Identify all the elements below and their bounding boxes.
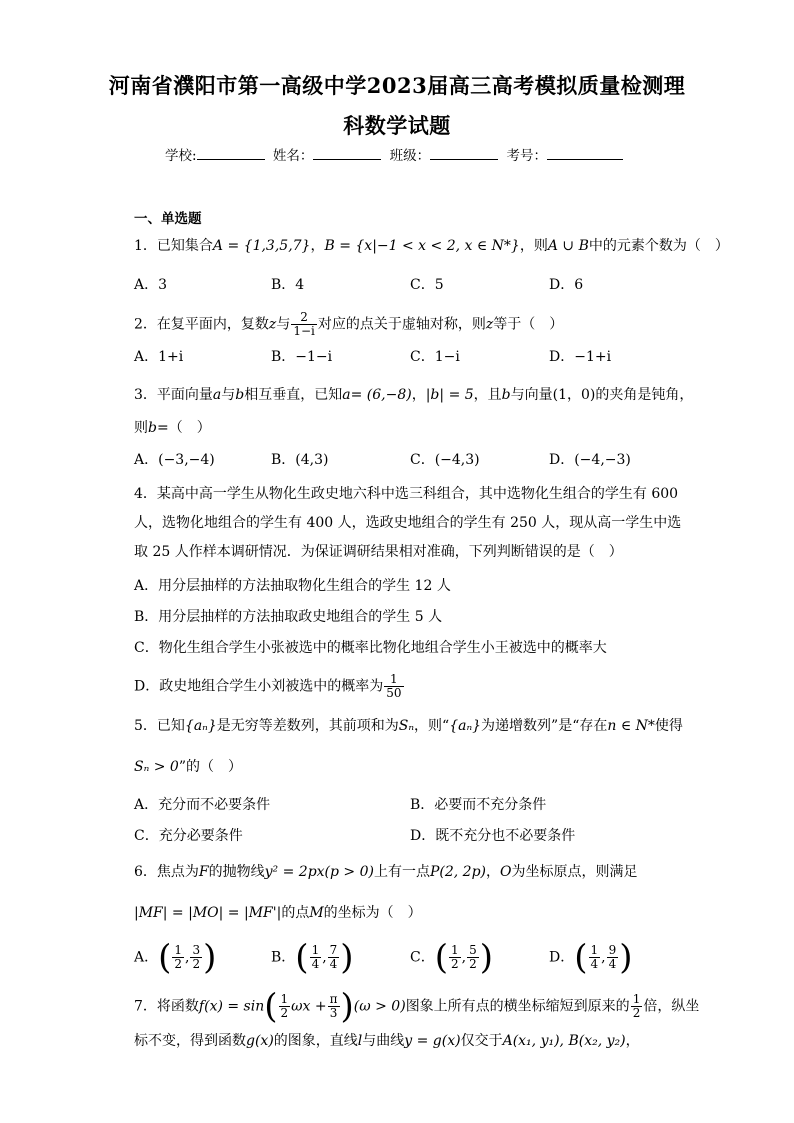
q6-b-n1: 1 — [311, 943, 320, 957]
q2-text3: 对应的点关于虚轴对称，则 — [317, 316, 486, 333]
question-4-line1: 4．某高中高一学生从物化生政史地六科中选三科组合，其中选物化生组合的学生有 600 — [134, 486, 679, 502]
q7-line-l: l — [357, 1033, 363, 1049]
q6-b-label: B． — [271, 949, 296, 966]
q6-origin: O — [500, 864, 512, 880]
q5-line2b: ”的（ ） — [178, 759, 242, 775]
q2-z: z — [268, 316, 277, 333]
question-6 — [134, 862, 638, 882]
q6-option-b[interactable]: B．( $\frac{1}{4}$ , $\frac{7}{4}$ ) — [271, 937, 354, 978]
q5-sn-positive: Sₙ > 0 — [134, 759, 179, 775]
q6-option-d[interactable]: D．( $\frac{1}{4}$ , $\frac{9}{4}$ ) — [549, 937, 633, 978]
q4-option-d-text: D．政史地组合学生小刘被选中的概率为 — [134, 678, 384, 695]
q7-line2b: 的图象，直线 — [273, 1033, 358, 1049]
q5-option-b[interactable]: B．必要而不充分条件 — [410, 797, 547, 813]
q1-option-c[interactable]: C．5 — [410, 277, 444, 293]
q2-z2: z — [485, 316, 494, 333]
q6-point-p: P(2, 2p) — [429, 864, 487, 880]
q5-text4: 为递增数列”是“存在 — [481, 718, 608, 734]
q1-text2: ，则 — [519, 238, 548, 254]
q2-frac-num: 2 — [291, 311, 317, 325]
name-blank[interactable] — [313, 147, 381, 160]
q7-line2d: 仅交于 — [460, 1033, 503, 1049]
q3-option-b[interactable]: B．(4,3) — [271, 452, 329, 468]
q7-function: f(x) = sin — [198, 998, 265, 1015]
q3-line2: 则 — [134, 420, 148, 436]
q6-b-d2: 4 — [329, 957, 338, 971]
q6-a-d1: 2 — [174, 957, 183, 971]
q7-half-den-2: 2 — [632, 1006, 641, 1020]
q6-d-d1: 4 — [590, 957, 599, 971]
q5-text3: ，则“ — [414, 718, 450, 734]
q3-text5: ，且 — [473, 387, 502, 403]
q7-half-num-2: 1 — [632, 992, 641, 1006]
q5-seq2: {aₙ} — [449, 718, 482, 734]
exam-title-line2: 科数学试题 — [343, 113, 451, 138]
q6-d-n1: 1 — [590, 943, 599, 957]
q1-set-b: B = {x|−1 < x < 2, x ∈ N*} — [324, 238, 520, 254]
question-2 — [134, 311, 563, 338]
q3-vec-b2: b — [501, 387, 511, 403]
q1-set-a: A = {1,3,5,7} — [212, 238, 311, 254]
q7-pi-num: π — [329, 992, 338, 1006]
q6-b-n2: 7 — [329, 943, 338, 957]
class-blank[interactable] — [430, 147, 498, 160]
q5-option-c[interactable]: C．充分必要条件 — [134, 828, 243, 844]
q2-text4: 等于（ ） — [493, 316, 564, 333]
section-title: 一、单选题 — [134, 211, 202, 227]
q2-frac-den: 1−i — [293, 324, 315, 338]
q6-a-n1: 1 — [174, 943, 183, 957]
q6-text: 6．焦点为 — [134, 864, 199, 880]
q2-text: 2．在复平面内，复数 — [134, 316, 269, 333]
question-5-line2 — [134, 757, 242, 777]
q6-distances: |MF| = |MO| = |MF'| — [134, 905, 282, 921]
q3-vec-a2: a — [342, 387, 351, 403]
q6-c-d1: 2 — [450, 957, 459, 971]
q7-half-den: 2 — [280, 1006, 289, 1020]
q6-point-m: M — [309, 905, 324, 921]
q4-option-d-fraction — [384, 673, 403, 700]
q3-option-a[interactable]: A．(−3,−4) — [134, 452, 215, 468]
q3-text2: 与 — [221, 387, 236, 403]
q5-sn: Sₙ — [398, 718, 415, 734]
q1-sep: ， — [310, 238, 325, 254]
school-label: 学校: — [165, 148, 197, 164]
q6-text3: 上有一点 — [373, 864, 430, 880]
question-1 — [134, 236, 729, 256]
q7-condition: (ω > 0) — [353, 998, 406, 1015]
q7-inner: ωx + — [291, 998, 327, 1015]
q4-option-c[interactable]: C．物化生组合学生小张被选中的概率比物化地组合学生小王被选中的概率大 — [134, 640, 607, 656]
q3-option-c[interactable]: C．(−4,3) — [410, 452, 480, 468]
q4-option-a[interactable]: A．用分层抽样的方法抽取物化生组合的学生 12 人 — [134, 578, 451, 594]
student-info-row — [165, 144, 627, 164]
q6-line2b: 的点 — [281, 905, 310, 921]
question-3-line2 — [134, 418, 211, 438]
exam-number-blank[interactable] — [547, 147, 623, 160]
q2-option-a[interactable]: A．1+i — [134, 349, 184, 365]
q6-text4: ， — [486, 864, 501, 880]
q3-a-value: = (6,−8) — [350, 387, 412, 403]
q5-seq: {aₙ} — [184, 718, 217, 734]
q7-half-num: 1 — [280, 992, 289, 1006]
question-4-line3: 取 25 人作样本调研情况．为保证调研结果相对准确，下列判断错误的是（ ） — [134, 544, 623, 560]
q7-points: A(x₁, y₁), B(x₂, y₂) — [502, 1033, 626, 1049]
q5-text2: 是无穷等差数列，其前项和为 — [216, 718, 399, 734]
q6-a-d2: 2 — [192, 957, 201, 971]
question-5 — [134, 716, 683, 736]
exam-title-line1: 河南省濮阳市第一高级中学2023届高三高考模拟质量检测理 — [108, 73, 686, 98]
name-label: 姓名： — [272, 148, 314, 164]
q6-d-n2: 9 — [608, 943, 617, 957]
exam-number-label: 考号： — [506, 148, 547, 164]
q6-parabola: y² = 2px(p > 0) — [264, 864, 374, 880]
q2-option-c[interactable]: C．1−i — [410, 349, 460, 365]
q7-line2a: 标不变，得到函数 — [134, 1033, 246, 1049]
q6-option-c[interactable]: C．( $\frac{1}{2}$ , $\frac{5}{2}$ ) — [410, 937, 493, 978]
school-blank[interactable] — [197, 147, 265, 160]
q3-b-norm: |b| = 5 — [425, 387, 474, 403]
q2-option-d[interactable]: D．−1+i — [549, 349, 612, 365]
q1-option-a[interactable]: A．3 — [134, 277, 168, 293]
q2-text2: 与 — [276, 316, 291, 333]
q7-text3: 倍，纵坐 — [643, 998, 700, 1015]
q3-vec-b: b — [235, 387, 245, 403]
q3-vec-a: a — [212, 387, 222, 403]
question-3 — [134, 385, 693, 405]
q1-text3: 中的元素个数为（ ） — [588, 238, 729, 254]
q4-d-den: 50 — [386, 686, 402, 700]
q3-text6: 与向量(1，0)的夹角是钝角， — [510, 387, 694, 403]
question-4-line2: 人，选物化地组合的学生有 400 人，选政史地组合的学生有 250 人，现从高一学生中选 — [134, 515, 682, 531]
q2-option-b[interactable]: B．−1−i — [271, 349, 333, 365]
q6-c-n1: 1 — [450, 943, 459, 957]
q6-text2: 的抛物线 — [208, 864, 265, 880]
q7-curve: y = g(x) — [404, 1033, 461, 1049]
q3-line2b: =（ ） — [156, 420, 211, 436]
q6-c-d2: 2 — [469, 957, 477, 971]
q6-b-d1: 4 — [311, 957, 320, 971]
q5-option-d[interactable]: D．既不充分也不必要条件 — [410, 828, 576, 844]
q6-line2c: 的坐标为（ ） — [323, 905, 422, 921]
q3-text3: 相互垂直，已知 — [244, 387, 343, 403]
q5-text5: 使得 — [654, 718, 683, 734]
q7-text: 7．将函数 — [134, 998, 199, 1015]
q6-text5: 为坐标原点，则满足 — [511, 864, 638, 880]
question-6-line2 — [134, 903, 422, 923]
q5-n-cond: n ∈ N* — [607, 718, 655, 734]
q4-d-num: 1 — [384, 673, 403, 687]
q5-text: 5．已知 — [134, 718, 185, 734]
q3-option-d[interactable]: D．(−4,−3) — [549, 452, 631, 468]
q4-option-b[interactable]: B．用分层抽样的方法抽取政史地组合的学生 5 人 — [134, 609, 443, 625]
q6-focus: F — [198, 864, 209, 880]
q2-fraction — [291, 311, 317, 338]
question-7-line2 — [134, 1031, 640, 1051]
q4-option-d[interactable] — [134, 673, 405, 700]
q7-text2: 图象上所有点的横坐标缩短到原来的 — [405, 998, 630, 1015]
q6-c-label: C． — [410, 949, 435, 966]
q6-a-n2: 3 — [192, 943, 201, 957]
q7-line2e: ， — [625, 1033, 640, 1049]
q3-text: 3．平面向量 — [134, 387, 213, 403]
q3-text4: ， — [411, 387, 426, 403]
q3-vec-b3: b — [148, 420, 157, 436]
q6-d-label: D． — [549, 949, 575, 966]
question-7: 7．将函数f(x) = sin( $\frac{1}{2}$ ωx + $\frac{\pi}{3}$ )(ω > 0)图象上所有点的横坐标缩短到原来的 $\frac{1}{2}$ 倍，纵坐 — [134, 986, 700, 1027]
q7-pi-den: 3 — [329, 1006, 338, 1020]
q1-option-b[interactable]: B．4 — [271, 277, 305, 293]
q6-c-n2: 5 — [469, 943, 477, 957]
q6-option-a[interactable]: A．( $\frac{1}{2}$ , $\frac{3}{2}$ ) — [134, 937, 217, 978]
q5-option-a[interactable]: A．充分而不必要条件 — [134, 797, 271, 813]
q7-line2c: 与曲线 — [362, 1033, 405, 1049]
q1-text: 1．已知集合 — [134, 238, 213, 254]
q1-union: A ∪ B — [547, 238, 589, 254]
class-label: 班级： — [389, 148, 431, 164]
q6-a-label: A． — [134, 949, 159, 966]
q6-d-d2: 4 — [608, 957, 617, 971]
q7-gx: g(x) — [246, 1033, 274, 1049]
q1-option-d[interactable]: D．6 — [549, 277, 584, 293]
